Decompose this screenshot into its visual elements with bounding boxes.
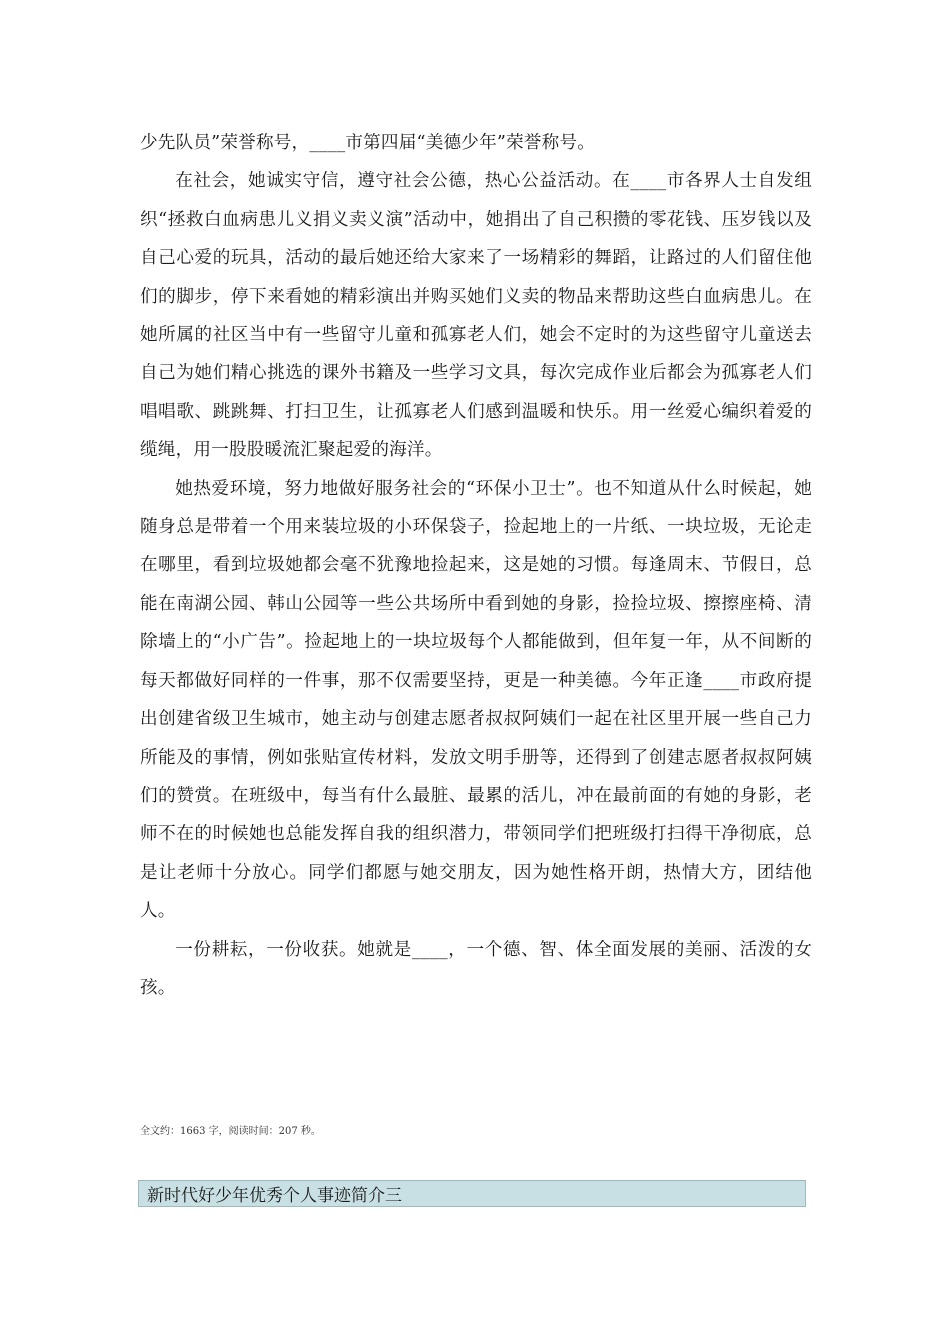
next-section-header [138,1180,806,1207]
paragraph-conclusion: 一份耕耘，一份收获。她就是____，一个德、智、体全面发展的美丽、活泼的女孩。 [140,939,812,998]
paragraph-environment: 她热爱环境，努力地做好服务社会的“环保小卫士”。也不知道从什么时候起，她随身总是带着一个用来装垃圾的小环保袋子，捡起地上的一片纸、一块垃圾，无论走在哪里，看到垃圾她都会毫不犹豫地捡起来，这是她的习惯。每逢周末、节假日，总能在南湖公园、韩山公园等一些公共场所中看到她的身影，捡捡垃圾、擦擦座椅、清除墙上的“小广告”。捡起地上的一块垃圾每个人都能做到，但年复一年，从不间断的每天都做好同样的一件事，那不仅需要坚持，更是一种美德。今年正逢____市政府提出创建省级卫生城市，她主动与创建志愿者叔叔阿姨们一起在社区里开展一些自己力所能及的事情，例如张贴宣传材料，发放文明手册等，还得到了创建志愿者叔叔阿姨们的赞赏。在班级中，每当有什么最脏、最累的活儿，冲在最前面的有她的身影，老师不在的时候她也总能发挥自我的组织潜力，带领同学们把班级打扫得干净彻底，总是让老师十分放心。同学们都愿与她交朋友，因为她性格开朗，热情大方，团结他人。 [140,478,812,922]
article-body [140,124,812,1007]
paragraph-community-service: 在社会，她诚实守信，遵守社会公德，热心公益活动。在____市各界人士自发组织“拯救白血病患儿义捐义卖义演”活动中，她捐出了自己积攒的零花钱、压岁钱以及自己心爱的玩具，活动的最后她还给大家来了一场精彩的舞蹈，让路过的人们留住他们的脚步，停下来看她的精彩演出并购买她们义卖的物品来帮助这些白血病患儿。在她所属的社区当中有一些留守儿童和孤寡老人们，她会不定时的为这些留守儿童送去自己为她们精心挑选的课外书籍及一些学习文具，每次完成作业后都会为孤寡老人们唱唱歌、跳跳舞、打扫卫生，让孤寡老人们感到温暖和快乐。用一丝爱心编织着爱的缆绳，用一股股暖流汇聚起爱的海洋。 [140,171,812,461]
word-count-stats: 全文约：1663 字，阅读时间：207 秒。 [140,1126,321,1137]
next-section-title: 新时代好少年优秀个人事迹简介三 [147,1186,402,1206]
paragraph-honors: 少先队员”荣誉称号，____市第四届“美德少年”荣誉称号。 [140,133,596,153]
